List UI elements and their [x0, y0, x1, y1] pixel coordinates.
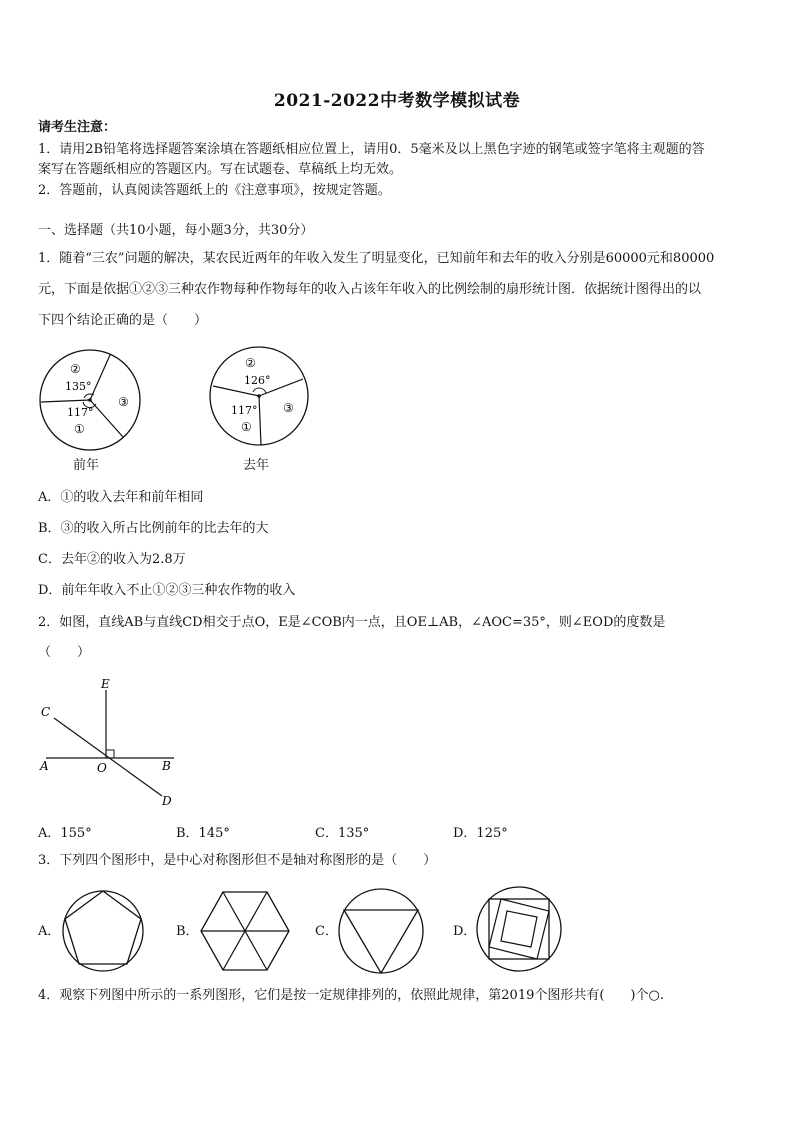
pie-right-label-2: ② — [245, 356, 256, 370]
notice-heading: 请考生注意： — [38, 120, 117, 135]
pie-left-angle-bottom: 117° — [67, 406, 94, 419]
q3-figure-b-hexagon — [198, 888, 292, 974]
q3-option-a-label: A． — [38, 924, 61, 939]
q2-option-d: D．125° — [453, 826, 508, 841]
notice-line-1b: 案写在答题纸相应的答题区内。写在试题卷、草稿纸上均无效。 — [38, 162, 403, 177]
q3-option-b-label: B． — [176, 924, 199, 939]
pie-right-label-1: ① — [241, 420, 252, 434]
q3-line-1: 3．下列四个图形中，是中心对称图形但不是轴对称图形的是（ ） — [38, 853, 437, 868]
pie-right-label-3: ③ — [283, 401, 294, 415]
q2-option-a: A．155° — [38, 826, 92, 841]
q2-label-B: B — [162, 759, 171, 773]
pie-chart-previous-year — [36, 346, 146, 456]
q3-figure-c-triangle-in-circle — [336, 886, 426, 976]
q2-label-E: E — [101, 677, 110, 691]
q2-option-c: C．135° — [315, 826, 370, 841]
q2-label-D: D — [162, 794, 172, 808]
q2-line-1: 2．如图，直线AB与直线CD相交于点O，E是∠COB内一点，且OE⊥AB，∠AOC=35°，则∠EOD的度数是 — [38, 615, 666, 630]
pie-left-label-3: ③ — [118, 395, 129, 409]
q2-label-C: C — [41, 705, 51, 719]
notice-line-2: 2．答题前，认真阅读答题纸上的《注意事项》，按规定答题。 — [38, 183, 391, 198]
q1-line-2: 元，下面是依据①②③三种农作物每种作物每年的收入占该年年收入的比例绘制的扇形统计图．依据统计图得出的以 — [38, 282, 702, 297]
q2-line-2: （ ） — [38, 645, 91, 660]
q2-line-figure — [34, 674, 184, 814]
q3-figure-a-pentagon-in-circle — [60, 888, 146, 974]
q2-option-b: B．145° — [176, 826, 230, 841]
q1-option-a: A．①的收入去年和前年相同 — [38, 490, 204, 505]
q2-label-O: O — [97, 761, 107, 775]
pie-left-label-1: ① — [74, 422, 85, 436]
section-heading: 一、选择题（共10小题，每小题3分，共30分） — [38, 223, 314, 238]
pie-left-label-2: ② — [70, 362, 81, 376]
q1-line-3: 下四个结论正确的是（ ） — [38, 313, 208, 328]
page-title: 2021-2022中考数学模拟试卷 — [273, 91, 521, 111]
notice-line-1a: 1．请用2B铅笔将选择题答案涂填在答题纸相应位置上，请用0．5毫米及以上黑色字迹的钢笔或签字笔将主观题的答 — [38, 142, 705, 157]
pie-left-angle-top: 135° — [65, 380, 92, 393]
q3-option-d-label: D． — [453, 924, 477, 939]
q2-label-A: A — [40, 759, 49, 773]
pie-left-caption: 前年 — [73, 458, 100, 473]
q1-option-b: B．③的收入所占比例前年的比去年的大 — [38, 521, 269, 536]
pie-right-angle-top: 126° — [244, 374, 271, 387]
pie-right-angle-bottom: 117° — [231, 404, 258, 417]
q3-option-c-label: C． — [315, 924, 338, 939]
q4-line-1: 4．观察下列图中所示的一系列图形，它们是按一定规律排列的，依照此规律，第2019个图形共有( )个○. — [38, 988, 664, 1003]
q3-figure-d-squares-in-circle — [474, 884, 564, 974]
q1-line-1: 1．随着“三农”问题的解决，某农民近两年的年收入发生了明显变化，已知前年和去年的收入分别是60000元和80000 — [38, 251, 715, 266]
pie-chart-last-year — [209, 344, 319, 454]
pie-right-caption: 去年 — [243, 458, 270, 473]
q1-option-c: C．去年②的收入为2.8万 — [38, 552, 186, 567]
q1-option-d: D．前年年收入不止①②③三种农作物的收入 — [38, 583, 296, 598]
